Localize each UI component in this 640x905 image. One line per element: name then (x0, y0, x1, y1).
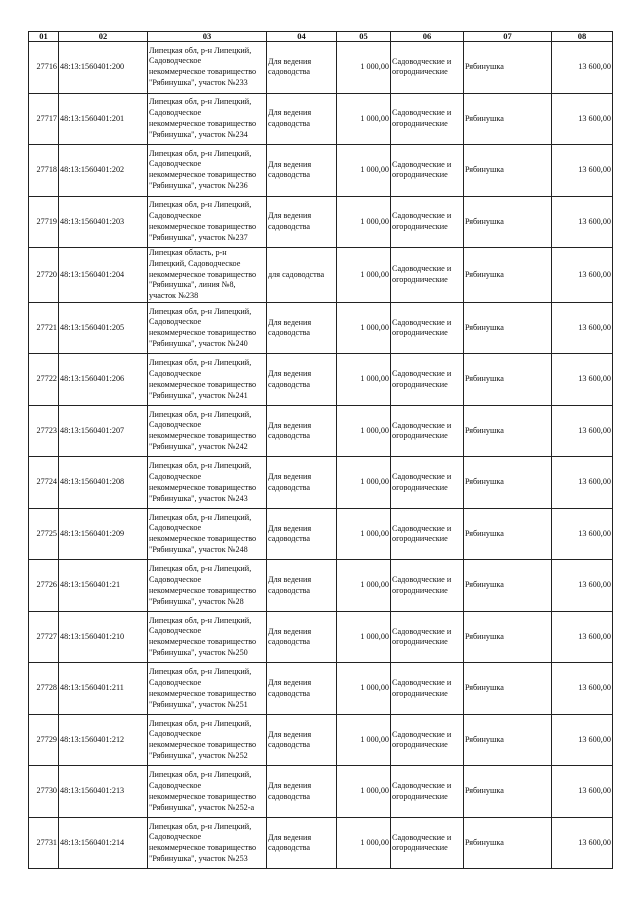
permitted-use-cell (267, 766, 337, 818)
permitted-use-line: садоводства (268, 637, 311, 647)
address-line: "Рябинушка", участок №233 (149, 78, 248, 88)
address-line: Липецкая обл, р-н Липецкий, (149, 512, 252, 522)
cadastral-value-cell: 13 600,00 (552, 93, 613, 145)
permitted-use-cell (267, 817, 337, 869)
area-cell: 1 000,00 (337, 766, 391, 818)
address-cell (148, 508, 267, 560)
permitted-use-line: Для ведения (268, 832, 312, 842)
land-category-line: огороднические (392, 170, 448, 180)
address-line: "Рябинушка", участок №241 (149, 390, 248, 400)
land-category-line: огороднические (392, 791, 448, 801)
address-line: Липецкий, Садоводческое (149, 258, 241, 268)
record-number-cell: 27725 (29, 508, 59, 560)
permitted-use-line: Для ведения (268, 56, 312, 66)
address-line: Садоводческое (149, 107, 202, 117)
cadastral-number-cell: 48:13:1560401:207 (59, 405, 148, 457)
table-row (29, 302, 613, 354)
cadastral-value-cell: 13 600,00 (552, 457, 613, 509)
address-line: участок №238 (149, 291, 199, 301)
cadastral-number-cell: 48:13:1560401:202 (59, 145, 148, 197)
land-category-cell (391, 145, 464, 197)
address-line: некоммерческое товарищество (149, 585, 257, 595)
address-line: "Рябинушка", участок №236 (149, 181, 248, 191)
address-line: Садоводческое (149, 159, 202, 169)
address-cell (148, 145, 267, 197)
address-line: некоммерческое товарищество (149, 791, 257, 801)
cadastral-number-cell: 48:13:1560401:211 (59, 663, 148, 715)
area-cell: 1 000,00 (337, 817, 391, 869)
cadastral-number-cell: 48:13:1560401:203 (59, 196, 148, 248)
address-line: некоммерческое товарищество (149, 482, 257, 492)
area-cell: 1 000,00 (337, 196, 391, 248)
land-category-cell (391, 354, 464, 406)
table-row (29, 405, 613, 457)
cadastral-value-cell: 13 600,00 (552, 405, 613, 457)
address-line: Садоводческое (149, 677, 202, 687)
address-line: Садоводческое (149, 420, 202, 430)
land-category-line: огороднические (392, 431, 448, 441)
address-line: Садоводческое (149, 832, 202, 842)
area-cell: 1 000,00 (337, 354, 391, 406)
land-category-line: Садоводческие и (392, 264, 452, 274)
record-number-cell: 27729 (29, 714, 59, 766)
address-line: Садоводческое (149, 368, 202, 378)
permitted-use-line: садоводства (268, 585, 311, 595)
address-line: Липецкая обл, р-н Липецкий, (149, 770, 252, 780)
address-line: "Рябинушка", участок №248 (149, 545, 248, 555)
address-line: Садоводческое (149, 523, 202, 533)
table-row (29, 93, 613, 145)
record-number-cell: 27727 (29, 611, 59, 663)
cadastral-number-cell: 48:13:1560401:214 (59, 817, 148, 869)
land-category-line: огороднические (392, 379, 448, 389)
record-number-cell: 27724 (29, 457, 59, 509)
land-category-line: Садоводческие и (392, 211, 452, 221)
address-line: некоммерческое товарищество (149, 431, 257, 441)
address-line: Садоводческое (149, 729, 202, 739)
permitted-use-line: Для ведения (268, 108, 312, 118)
table-row (29, 42, 613, 94)
record-number-cell: 27722 (29, 354, 59, 406)
address-line: некоммерческое товарищество (149, 740, 257, 750)
address-line: некоммерческое товарищество (149, 328, 257, 338)
address-line: некоммерческое товарищество (149, 67, 257, 77)
land-category-line: огороднические (392, 688, 448, 698)
land-category-line: огороднические (392, 843, 448, 853)
permitted-use-line: Для ведения (268, 678, 312, 688)
cadastral-number-cell: 48:13:1560401:200 (59, 42, 148, 94)
address-line: некоммерческое товарищество (149, 637, 257, 647)
cadastral-value-cell: 13 600,00 (552, 560, 613, 612)
cadastral-value-cell: 13 600,00 (552, 714, 613, 766)
table-row (29, 817, 613, 869)
permitted-use-line: Для ведения (268, 369, 312, 379)
address-line: Садоводческое (149, 626, 202, 636)
address-cell (148, 663, 267, 715)
area-cell: 1 000,00 (337, 302, 391, 354)
land-category-line: Садоводческие и (392, 523, 452, 533)
address-cell (148, 714, 267, 766)
permitted-use-cell (267, 93, 337, 145)
record-number-cell: 27718 (29, 145, 59, 197)
land-category-cell (391, 405, 464, 457)
address-line: "Рябинушка", участок №234 (149, 129, 248, 139)
permitted-use-line: садоводства (268, 740, 311, 750)
address-cell (148, 611, 267, 663)
address-line: "Рябинушка", участок №237 (149, 232, 248, 242)
address-line: Липецкая обл, р-н Липецкий, (149, 564, 252, 574)
address-line: "Рябинушка", участок №240 (149, 339, 248, 349)
land-category-cell (391, 248, 464, 303)
cadastral-number-cell: 48:13:1560401:201 (59, 93, 148, 145)
area-cell: 1 000,00 (337, 560, 391, 612)
address-line: "Рябинушка", участок №28 (149, 596, 244, 606)
record-number-cell: 27730 (29, 766, 59, 818)
col-header-03: 03 (148, 32, 267, 42)
land-registry-table (28, 31, 613, 869)
cadastral-value-cell: 13 600,00 (552, 145, 613, 197)
cadastral-number-cell: 48:13:1560401:210 (59, 611, 148, 663)
permitted-use-cell (267, 663, 337, 715)
col-header-06: 06 (391, 32, 464, 42)
land-category-line: огороднические (392, 221, 448, 231)
land-category-line: огороднические (392, 637, 448, 647)
permitted-use-line: Для ведения (268, 626, 312, 636)
permitted-use-line: садоводства (268, 221, 311, 231)
record-number-cell: 27719 (29, 196, 59, 248)
address-line: некоммерческое товарищество (149, 534, 257, 544)
address-line: "Рябинушка", участок №242 (149, 442, 248, 452)
address-cell (148, 248, 267, 303)
record-number-cell: 27731 (29, 817, 59, 869)
address-line: некоммерческое товарищество (149, 170, 257, 180)
land-category-line: Садоводческие и (392, 626, 452, 636)
land-category-line: Садоводческие и (392, 678, 452, 688)
header-row (29, 32, 613, 42)
place-cell: Рябинушка (464, 196, 552, 248)
table-row (29, 354, 613, 406)
place-cell: Рябинушка (464, 508, 552, 560)
permitted-use-line: Для ведения (268, 211, 312, 221)
cadastral-value-cell: 13 600,00 (552, 663, 613, 715)
address-cell (148, 766, 267, 818)
place-cell: Рябинушка (464, 93, 552, 145)
cadastral-value-cell: 13 600,00 (552, 817, 613, 869)
address-line: Садоводческое (149, 56, 202, 66)
address-line: "Рябинушка", участок №250 (149, 648, 248, 658)
address-line: "Рябинушка", участок №253 (149, 854, 248, 864)
cadastral-number-cell: 48:13:1560401:212 (59, 714, 148, 766)
land-category-line: Садоводческие и (392, 317, 452, 327)
permitted-use-line: Для ведения (268, 575, 312, 585)
place-cell: Рябинушка (464, 766, 552, 818)
permitted-use-cell (267, 354, 337, 406)
address-line: "Рябинушка", участок №243 (149, 493, 248, 503)
cadastral-value-cell: 13 600,00 (552, 42, 613, 94)
permitted-use-cell (267, 508, 337, 560)
area-cell: 1 000,00 (337, 457, 391, 509)
permitted-use-line: Для ведения (268, 159, 312, 169)
place-cell: Рябинушка (464, 457, 552, 509)
land-category-line: огороднические (392, 328, 448, 338)
permitted-use-line: садоводства (268, 170, 311, 180)
area-cell: 1 000,00 (337, 714, 391, 766)
permitted-use-line: садоводства (268, 67, 311, 77)
permitted-use-line: садоводства (268, 379, 311, 389)
address-cell (148, 817, 267, 869)
land-category-line: огороднические (392, 585, 448, 595)
cadastral-value-cell: 13 600,00 (552, 248, 613, 303)
area-cell: 1 000,00 (337, 663, 391, 715)
address-line: Липецкая область, р-н (149, 248, 227, 257)
address-line: Липецкая обл, р-н Липецкий, (149, 461, 252, 471)
address-line: Садоводческое (149, 780, 202, 790)
table-row (29, 248, 613, 303)
permitted-use-line: Для ведения (268, 523, 312, 533)
permitted-use-cell (267, 302, 337, 354)
cadastral-number-cell: 48:13:1560401:205 (59, 302, 148, 354)
cadastral-number-cell: 48:13:1560401:206 (59, 354, 148, 406)
cadastral-value-cell: 13 600,00 (552, 766, 613, 818)
permitted-use-line: садоводства (268, 791, 311, 801)
place-cell: Рябинушка (464, 663, 552, 715)
address-line: "Рябинушка", участок №251 (149, 699, 248, 709)
land-category-cell (391, 766, 464, 818)
address-line: Липецкая обл, р-н Липецкий, (149, 97, 252, 107)
cadastral-number-cell: 48:13:1560401:209 (59, 508, 148, 560)
permitted-use-cell (267, 145, 337, 197)
permitted-use-line: садоводства (268, 843, 311, 853)
table-row (29, 611, 613, 663)
col-header-07: 07 (464, 32, 552, 42)
land-category-line: Садоводческие и (392, 472, 452, 482)
area-cell: 1 000,00 (337, 42, 391, 94)
land-category-cell (391, 611, 464, 663)
record-number-cell: 27723 (29, 405, 59, 457)
address-line: Садоводческое (149, 574, 202, 584)
record-number-cell: 27726 (29, 560, 59, 612)
cadastral-value-cell: 13 600,00 (552, 354, 613, 406)
permitted-use-cell (267, 42, 337, 94)
permitted-use-line: садоводства (268, 482, 311, 492)
land-category-cell (391, 93, 464, 145)
address-line: Липецкая обл, р-н Липецкий, (149, 667, 252, 677)
address-line: Садоводческое (149, 317, 202, 327)
permitted-use-line: Для ведения (268, 472, 312, 482)
cadastral-number-cell: 48:13:1560401:21 (59, 560, 148, 612)
place-cell: Рябинушка (464, 817, 552, 869)
table-row (29, 145, 613, 197)
table-row (29, 714, 613, 766)
land-category-line: Садоводческие и (392, 781, 452, 791)
address-line: некоммерческое товарищество (149, 118, 257, 128)
land-category-line: огороднические (392, 67, 448, 77)
permitted-use-cell (267, 611, 337, 663)
address-line: некоммерческое товарищество (149, 688, 257, 698)
address-line: "Рябинушка", участок №252 (149, 751, 248, 761)
record-number-cell: 27717 (29, 93, 59, 145)
cadastral-number-cell: 48:13:1560401:213 (59, 766, 148, 818)
land-category-cell (391, 560, 464, 612)
col-header-08: 08 (552, 32, 613, 42)
record-number-cell: 27716 (29, 42, 59, 94)
permitted-use-line: садоводства (268, 118, 311, 128)
place-cell: Рябинушка (464, 560, 552, 612)
area-cell: 1 000,00 (337, 145, 391, 197)
land-category-cell (391, 663, 464, 715)
permitted-use-line: Для ведения (268, 420, 312, 430)
address-cell (148, 93, 267, 145)
land-category-cell (391, 714, 464, 766)
table-row (29, 196, 613, 248)
land-category-line: Садоводческие и (392, 56, 452, 66)
address-line: Липецкая обл, р-н Липецкий, (149, 45, 252, 55)
area-cell: 1 000,00 (337, 248, 391, 303)
area-cell: 1 000,00 (337, 611, 391, 663)
address-cell (148, 457, 267, 509)
table-row (29, 508, 613, 560)
place-cell: Рябинушка (464, 248, 552, 303)
address-line: Липецкая обл, р-н Липецкий, (149, 718, 252, 728)
cadastral-value-cell: 13 600,00 (552, 302, 613, 354)
address-line: Липецкая обл, р-н Липецкий, (149, 409, 252, 419)
address-cell (148, 302, 267, 354)
col-header-02: 02 (59, 32, 148, 42)
address-line: некоммерческое товарищество (149, 269, 257, 279)
area-cell: 1 000,00 (337, 405, 391, 457)
land-category-line: Садоводческие и (392, 108, 452, 118)
place-cell: Рябинушка (464, 145, 552, 197)
address-line: Липецкая обл, р-н Липецкий, (149, 358, 252, 368)
record-number-cell: 27721 (29, 302, 59, 354)
land-category-line: Садоводческие и (392, 832, 452, 842)
permitted-use-line: садоводства (268, 431, 311, 441)
land-category-line: огороднические (392, 740, 448, 750)
place-cell: Рябинушка (464, 354, 552, 406)
land-category-cell (391, 508, 464, 560)
permitted-use-line: садоводства (268, 688, 311, 698)
address-line: некоммерческое товарищество (149, 379, 257, 389)
land-category-line: огороднические (392, 118, 448, 128)
land-category-line: Садоводческие и (392, 729, 452, 739)
place-cell: Рябинушка (464, 611, 552, 663)
address-line: Липецкая обл, р-н Липецкий, (149, 821, 252, 831)
area-cell: 1 000,00 (337, 508, 391, 560)
land-category-cell (391, 457, 464, 509)
address-cell (148, 42, 267, 94)
place-cell: Рябинушка (464, 405, 552, 457)
table-row (29, 766, 613, 818)
address-line: "Рябинушка", участок №252-а (149, 802, 255, 812)
address-cell (148, 354, 267, 406)
land-category-line: огороднические (392, 534, 448, 544)
col-header-05: 05 (337, 32, 391, 42)
permitted-use-cell (267, 248, 337, 303)
permitted-use-line: для садоводства (268, 269, 325, 279)
cadastral-value-cell: 13 600,00 (552, 196, 613, 248)
land-category-line: Садоводческие и (392, 369, 452, 379)
permitted-use-line: садоводства (268, 328, 311, 338)
permitted-use-cell (267, 714, 337, 766)
land-category-line: Садоводческие и (392, 575, 452, 585)
permitted-use-cell (267, 196, 337, 248)
area-cell: 1 000,00 (337, 93, 391, 145)
cadastral-number-cell: 48:13:1560401:208 (59, 457, 148, 509)
address-line: Липецкая обл, р-н Липецкий, (149, 200, 252, 210)
land-category-cell (391, 302, 464, 354)
col-header-04: 04 (267, 32, 337, 42)
record-number-cell: 27728 (29, 663, 59, 715)
cadastral-value-cell: 13 600,00 (552, 611, 613, 663)
land-category-line: огороднические (392, 274, 448, 284)
address-line: некоммерческое товарищество (149, 843, 257, 853)
address-cell (148, 405, 267, 457)
address-line: Садоводческое (149, 210, 202, 220)
address-line: Липецкая обл, р-н Липецкий, (149, 306, 252, 316)
address-cell (148, 196, 267, 248)
table-row (29, 457, 613, 509)
cadastral-number-cell: 48:13:1560401:204 (59, 248, 148, 303)
place-cell: Рябинушка (464, 714, 552, 766)
land-category-cell (391, 42, 464, 94)
address-line: "Рябинушка", линия №8, (149, 280, 236, 290)
table-row (29, 560, 613, 612)
permitted-use-cell (267, 457, 337, 509)
land-category-line: Садоводческие и (392, 159, 452, 169)
cadastral-value-cell: 13 600,00 (552, 508, 613, 560)
place-cell: Рябинушка (464, 302, 552, 354)
permitted-use-line: садоводства (268, 534, 311, 544)
record-number-cell: 27720 (29, 248, 59, 303)
table-row (29, 663, 613, 715)
address-line: Садоводческое (149, 471, 202, 481)
permitted-use-cell (267, 560, 337, 612)
col-header-01: 01 (29, 32, 59, 42)
address-cell (148, 560, 267, 612)
address-line: Липецкая обл, р-н Липецкий, (149, 148, 252, 158)
address-line: некоммерческое товарищество (149, 221, 257, 231)
land-category-cell (391, 817, 464, 869)
permitted-use-line: Для ведения (268, 781, 312, 791)
permitted-use-line: Для ведения (268, 729, 312, 739)
land-category-cell (391, 196, 464, 248)
address-line: Липецкая обл, р-н Липецкий, (149, 615, 252, 625)
land-category-line: огороднические (392, 482, 448, 492)
place-cell: Рябинушка (464, 42, 552, 94)
permitted-use-cell (267, 405, 337, 457)
land-category-line: Садоводческие и (392, 420, 452, 430)
permitted-use-line: Для ведения (268, 317, 312, 327)
